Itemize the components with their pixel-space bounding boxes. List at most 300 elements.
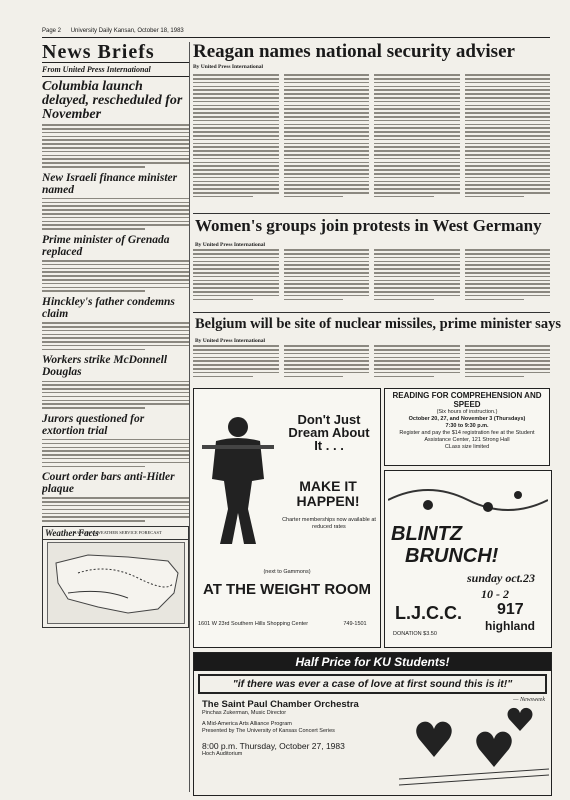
text-line bbox=[42, 388, 189, 390]
text-line bbox=[465, 196, 525, 198]
story2-body bbox=[193, 247, 550, 307]
text-line bbox=[284, 253, 370, 255]
text-line bbox=[193, 82, 279, 84]
text-line bbox=[284, 131, 370, 133]
text-line bbox=[284, 268, 370, 270]
ad-when: 8:00 p.m. Thursday, October 27, 1983 bbox=[202, 741, 345, 751]
paper-dateline: University Daily Kansan, October 18, 1983 bbox=[70, 28, 184, 34]
ad-donation: DONATION $3.50 bbox=[393, 631, 437, 637]
text-line bbox=[284, 173, 370, 175]
text-line bbox=[193, 264, 279, 266]
text-line bbox=[374, 78, 460, 80]
text-line bbox=[465, 264, 551, 266]
text-line bbox=[42, 143, 189, 145]
text-line bbox=[42, 202, 189, 204]
text-line bbox=[193, 146, 279, 148]
text-line bbox=[193, 357, 279, 359]
text-line bbox=[284, 150, 370, 152]
text-line bbox=[284, 177, 370, 179]
text-line bbox=[465, 120, 551, 122]
text-line bbox=[284, 184, 370, 186]
ad-date: sunday oct.23 bbox=[466, 571, 535, 585]
text-line bbox=[284, 93, 370, 95]
ad-time: 10 - 2 bbox=[481, 587, 509, 601]
text-line bbox=[284, 127, 370, 129]
text-line bbox=[374, 169, 460, 171]
text-line bbox=[374, 74, 460, 76]
text-line bbox=[374, 376, 434, 378]
news-briefs-title: News Briefs bbox=[42, 42, 189, 63]
text-line bbox=[42, 228, 145, 230]
text-line bbox=[284, 143, 370, 145]
text-line bbox=[374, 264, 460, 266]
text-line bbox=[193, 345, 279, 347]
ad-slogan: Don't Just Dream About It . . . bbox=[288, 412, 370, 453]
text-line bbox=[465, 283, 551, 285]
text-line bbox=[284, 283, 370, 285]
text-line bbox=[193, 299, 253, 301]
main-headline: Reagan names national security adviser bbox=[193, 41, 515, 62]
ad-text: Register and pay the $14 registration fee at the Student Assistance Center, 121 Strong Hall bbox=[399, 430, 535, 443]
text-line bbox=[465, 139, 551, 141]
text-line bbox=[193, 139, 279, 141]
text-line bbox=[465, 105, 551, 107]
text-line bbox=[284, 357, 370, 359]
text-line bbox=[374, 257, 460, 259]
ad-offer: Charter memberships now available at reduced rates bbox=[282, 517, 376, 530]
news-briefs-column bbox=[42, 42, 190, 792]
story3-body bbox=[193, 343, 550, 383]
text-line bbox=[465, 249, 551, 251]
ad-street-number: 917 bbox=[497, 601, 524, 618]
text-line bbox=[42, 268, 189, 270]
text-line bbox=[284, 291, 370, 293]
brief-headline: Court order bars anti-Hitler plaque bbox=[42, 471, 175, 496]
text-line bbox=[374, 192, 460, 194]
text-line bbox=[465, 78, 551, 80]
ad-phone: 749-1501 bbox=[343, 621, 367, 627]
text-line bbox=[193, 253, 279, 255]
text-line bbox=[465, 146, 551, 148]
text-line bbox=[374, 345, 460, 347]
text-line bbox=[374, 360, 460, 362]
text-line bbox=[374, 353, 460, 355]
text-line bbox=[42, 454, 189, 456]
text-line bbox=[374, 135, 460, 137]
text-line bbox=[42, 513, 189, 515]
text-line bbox=[193, 116, 279, 118]
text-line bbox=[465, 353, 551, 355]
text-line bbox=[193, 97, 279, 99]
text-line bbox=[465, 86, 551, 88]
story3-headline: Belgium will be site of nuclear missiles, prime minister says bbox=[195, 316, 561, 332]
text-line bbox=[42, 128, 189, 130]
text-line bbox=[193, 287, 279, 289]
brief-headline: Prime minister of Grenada replaced bbox=[42, 233, 170, 258]
text-line bbox=[284, 74, 370, 76]
text-line bbox=[284, 188, 370, 190]
text-line bbox=[42, 275, 189, 277]
text-line bbox=[284, 364, 370, 366]
text-line bbox=[284, 196, 344, 198]
text-line bbox=[465, 116, 551, 118]
text-line bbox=[465, 89, 551, 91]
story2-headline: Women's groups join protests in West Germany bbox=[195, 216, 542, 235]
text-line bbox=[193, 173, 279, 175]
text-line bbox=[193, 376, 253, 378]
text-line bbox=[284, 372, 370, 374]
text-line bbox=[465, 268, 551, 270]
text-line bbox=[374, 357, 460, 359]
text-line bbox=[465, 101, 551, 103]
text-line bbox=[284, 78, 370, 80]
text-line bbox=[42, 392, 189, 394]
text-line bbox=[193, 291, 279, 293]
text-line bbox=[284, 154, 370, 156]
text-line bbox=[374, 158, 460, 160]
text-line bbox=[193, 78, 279, 80]
text-line bbox=[193, 105, 279, 107]
ad-banner: Half Price for KU Students! bbox=[194, 653, 551, 671]
text-line bbox=[193, 249, 279, 251]
text-line bbox=[465, 97, 551, 99]
text-line bbox=[284, 276, 370, 278]
text-line bbox=[284, 89, 370, 91]
text-line bbox=[465, 261, 551, 263]
brief-headline: Hinckley's father condemns claim bbox=[42, 295, 175, 320]
text-line bbox=[284, 368, 370, 370]
text-line bbox=[193, 192, 279, 194]
text-line bbox=[42, 345, 189, 347]
text-line bbox=[193, 154, 279, 156]
text-line bbox=[193, 276, 279, 278]
text-line bbox=[374, 249, 460, 251]
text-line bbox=[465, 162, 551, 164]
ad-title: READING FOR COMPREHENSION AND SPEED bbox=[392, 391, 542, 409]
text-line bbox=[193, 257, 279, 259]
text-line bbox=[284, 146, 370, 148]
text-line bbox=[374, 165, 460, 167]
text-line bbox=[374, 127, 460, 129]
ad-conductor: Pinchas Zukerman, Music Director bbox=[202, 710, 287, 716]
text-line bbox=[284, 165, 370, 167]
text-line bbox=[465, 345, 551, 347]
brief-body bbox=[42, 198, 189, 230]
brief-body bbox=[42, 497, 189, 521]
text-line bbox=[42, 162, 189, 164]
text-line bbox=[374, 124, 460, 126]
text-line bbox=[465, 184, 551, 186]
text-line bbox=[42, 462, 189, 464]
text-line bbox=[42, 264, 189, 266]
text-line bbox=[374, 177, 460, 179]
text-line bbox=[193, 283, 279, 285]
text-line bbox=[42, 520, 145, 522]
divider bbox=[193, 312, 550, 313]
main-story-body bbox=[193, 72, 550, 212]
news-briefs-subtitle: From United Press International bbox=[42, 63, 189, 77]
text-line bbox=[374, 173, 460, 175]
ad-presenter: Presented by The University of Kansas Concert Series bbox=[202, 728, 335, 734]
text-line bbox=[42, 384, 189, 386]
text-line bbox=[284, 299, 344, 301]
ad-address: 1601 W 23rd Southern Hills Shopping Center bbox=[198, 621, 309, 627]
brief-body bbox=[42, 124, 189, 167]
ad-business-name: AT THE WEIGHT ROOM bbox=[202, 581, 372, 598]
text-line bbox=[465, 165, 551, 167]
text-line bbox=[42, 136, 189, 138]
text-line bbox=[465, 169, 551, 171]
text-line bbox=[193, 349, 279, 351]
text-line bbox=[374, 188, 460, 190]
text-line bbox=[284, 105, 370, 107]
text-line bbox=[374, 280, 460, 282]
text-line bbox=[284, 261, 370, 263]
text-line bbox=[374, 253, 460, 255]
text-line bbox=[374, 86, 460, 88]
text-line bbox=[193, 181, 279, 183]
byline: By United Press International bbox=[193, 64, 264, 70]
text-line bbox=[42, 443, 189, 445]
text-line bbox=[193, 93, 279, 95]
text-line bbox=[42, 155, 189, 157]
text-line bbox=[193, 360, 279, 362]
music-notes-icon bbox=[388, 475, 548, 525]
text-line bbox=[465, 372, 551, 374]
text-line bbox=[374, 184, 460, 186]
text-line bbox=[374, 143, 460, 145]
text-line bbox=[374, 291, 460, 293]
text-line bbox=[465, 74, 551, 76]
weather-title: Weather Facts bbox=[43, 527, 188, 540]
text-line bbox=[374, 162, 460, 164]
ad-blintz: BLINTZ bbox=[391, 523, 463, 545]
brief-headline: Columbia launch delayed, rescheduled for November bbox=[42, 79, 183, 122]
text-line bbox=[465, 173, 551, 175]
text-line bbox=[465, 376, 525, 378]
text-line bbox=[193, 131, 279, 133]
text-line bbox=[42, 132, 189, 134]
ad-dates: October 20, 27, and November 3 (Thursdays) bbox=[408, 416, 526, 422]
text-line bbox=[284, 116, 370, 118]
brief-body bbox=[42, 260, 189, 292]
byline: By United Press International bbox=[195, 338, 266, 344]
text-line bbox=[193, 112, 279, 114]
bodybuilder-icon bbox=[198, 409, 278, 549]
text-line bbox=[374, 299, 434, 301]
text-line bbox=[465, 124, 551, 126]
text-line bbox=[42, 271, 189, 273]
text-line bbox=[374, 368, 460, 370]
text-line bbox=[465, 360, 551, 362]
text-line bbox=[465, 154, 551, 156]
text-line bbox=[284, 272, 370, 274]
text-line bbox=[42, 509, 189, 511]
text-line bbox=[42, 516, 189, 518]
text-line bbox=[42, 147, 189, 149]
text-line bbox=[284, 101, 370, 103]
weather-caption: NATIONAL WEATHER SERVICE FORECAST bbox=[73, 529, 162, 535]
text-line bbox=[42, 396, 189, 398]
text-line bbox=[193, 261, 279, 263]
text-line bbox=[42, 334, 189, 336]
text-line bbox=[465, 127, 551, 129]
text-line bbox=[284, 360, 370, 362]
text-line bbox=[284, 82, 370, 84]
text-line bbox=[42, 407, 145, 409]
brief-headline: Jurors questioned for extortion trial bbox=[42, 412, 145, 437]
text-line bbox=[42, 224, 189, 226]
text-line bbox=[42, 326, 189, 328]
brief-body bbox=[42, 322, 189, 350]
byline: By United Press International bbox=[195, 242, 266, 248]
text-line bbox=[374, 268, 460, 270]
blintz-brunch-ad bbox=[384, 470, 552, 648]
text-line bbox=[42, 209, 189, 211]
text-line bbox=[465, 93, 551, 95]
text-line bbox=[42, 124, 189, 126]
ad-class-note: CLass size limited bbox=[444, 444, 490, 450]
text-line bbox=[193, 86, 279, 88]
text-line bbox=[465, 287, 551, 289]
ad-location-note: (next to Gammons) bbox=[263, 569, 311, 575]
page-header bbox=[42, 28, 550, 38]
text-line bbox=[284, 349, 370, 351]
text-line bbox=[465, 188, 551, 190]
text-line bbox=[193, 74, 279, 76]
text-line bbox=[465, 368, 551, 370]
reading-course-ad bbox=[384, 388, 550, 466]
text-line bbox=[374, 89, 460, 91]
text-line bbox=[465, 181, 551, 183]
text-line bbox=[193, 368, 279, 370]
text-line bbox=[374, 82, 460, 84]
text-line bbox=[465, 108, 551, 110]
text-line bbox=[193, 280, 279, 282]
us-map-icon bbox=[48, 543, 184, 623]
weight-room-ad bbox=[193, 388, 381, 648]
text-line bbox=[374, 116, 460, 118]
text-line bbox=[193, 184, 279, 186]
text-line bbox=[193, 120, 279, 122]
text-line bbox=[42, 322, 189, 324]
text-line bbox=[374, 287, 460, 289]
text-line bbox=[284, 192, 370, 194]
concert-ad bbox=[193, 652, 552, 796]
text-line bbox=[42, 205, 189, 207]
text-line bbox=[193, 101, 279, 103]
text-line bbox=[374, 131, 460, 133]
text-line bbox=[193, 353, 279, 355]
text-line bbox=[193, 169, 279, 171]
text-line bbox=[374, 372, 460, 374]
text-line bbox=[284, 257, 370, 259]
text-line bbox=[193, 177, 279, 179]
text-line bbox=[284, 120, 370, 122]
text-line bbox=[42, 400, 189, 402]
text-line bbox=[374, 196, 434, 198]
text-line bbox=[465, 364, 551, 366]
text-line bbox=[374, 276, 460, 278]
text-line bbox=[42, 221, 189, 223]
text-line bbox=[42, 466, 145, 468]
text-line bbox=[42, 349, 145, 351]
text-line bbox=[374, 93, 460, 95]
text-line bbox=[374, 295, 460, 297]
text-line bbox=[193, 196, 253, 198]
text-line bbox=[193, 89, 279, 91]
text-line bbox=[465, 291, 551, 293]
text-line bbox=[465, 112, 551, 114]
text-line bbox=[193, 364, 279, 366]
text-line bbox=[42, 217, 189, 219]
text-line bbox=[42, 505, 189, 507]
text-line bbox=[374, 154, 460, 156]
text-line bbox=[193, 268, 279, 270]
text-line bbox=[284, 86, 370, 88]
text-line bbox=[193, 162, 279, 164]
text-line bbox=[284, 158, 370, 160]
ad-brunch: BRUNCH! bbox=[405, 545, 499, 567]
text-line bbox=[193, 150, 279, 152]
ad-cta: MAKE IT HAPPEN! bbox=[296, 478, 360, 509]
text-line bbox=[42, 198, 189, 200]
text-line bbox=[284, 97, 370, 99]
ad-street: highland bbox=[485, 619, 535, 633]
text-line bbox=[193, 143, 279, 145]
text-line bbox=[374, 105, 460, 107]
text-line bbox=[42, 439, 189, 441]
brief-headline: New Israeli finance minister named bbox=[42, 171, 178, 196]
text-line bbox=[193, 127, 279, 129]
weather-box bbox=[42, 526, 189, 628]
divider bbox=[193, 213, 550, 214]
text-line bbox=[42, 283, 189, 285]
text-line bbox=[193, 188, 279, 190]
text-line bbox=[42, 330, 189, 332]
text-line bbox=[42, 290, 145, 292]
text-line bbox=[465, 192, 551, 194]
text-line bbox=[193, 165, 279, 167]
text-line bbox=[193, 158, 279, 160]
text-line bbox=[193, 108, 279, 110]
text-line bbox=[42, 450, 189, 452]
text-line bbox=[193, 135, 279, 137]
ad-series: A Mid-America Arts Alliance Program bbox=[202, 721, 292, 727]
text-line bbox=[374, 112, 460, 114]
text-line bbox=[42, 139, 189, 141]
text-line bbox=[374, 272, 460, 274]
ad-where: Hoch Auditorium bbox=[202, 751, 243, 757]
text-line bbox=[465, 177, 551, 179]
text-line bbox=[42, 447, 189, 449]
text-line bbox=[465, 257, 551, 259]
text-line bbox=[465, 143, 551, 145]
text-line bbox=[374, 139, 460, 141]
text-line bbox=[42, 501, 189, 503]
ad-org: The Saint Paul Chamber Orchestra bbox=[202, 699, 359, 710]
text-line bbox=[465, 349, 551, 351]
text-line bbox=[374, 101, 460, 103]
text-line bbox=[374, 146, 460, 148]
text-line bbox=[42, 381, 189, 383]
text-line bbox=[284, 139, 370, 141]
text-line bbox=[284, 181, 370, 183]
text-line bbox=[284, 353, 370, 355]
ad-quote-source: — Newsweek bbox=[513, 697, 545, 703]
text-line bbox=[42, 497, 189, 499]
text-line bbox=[284, 249, 370, 251]
